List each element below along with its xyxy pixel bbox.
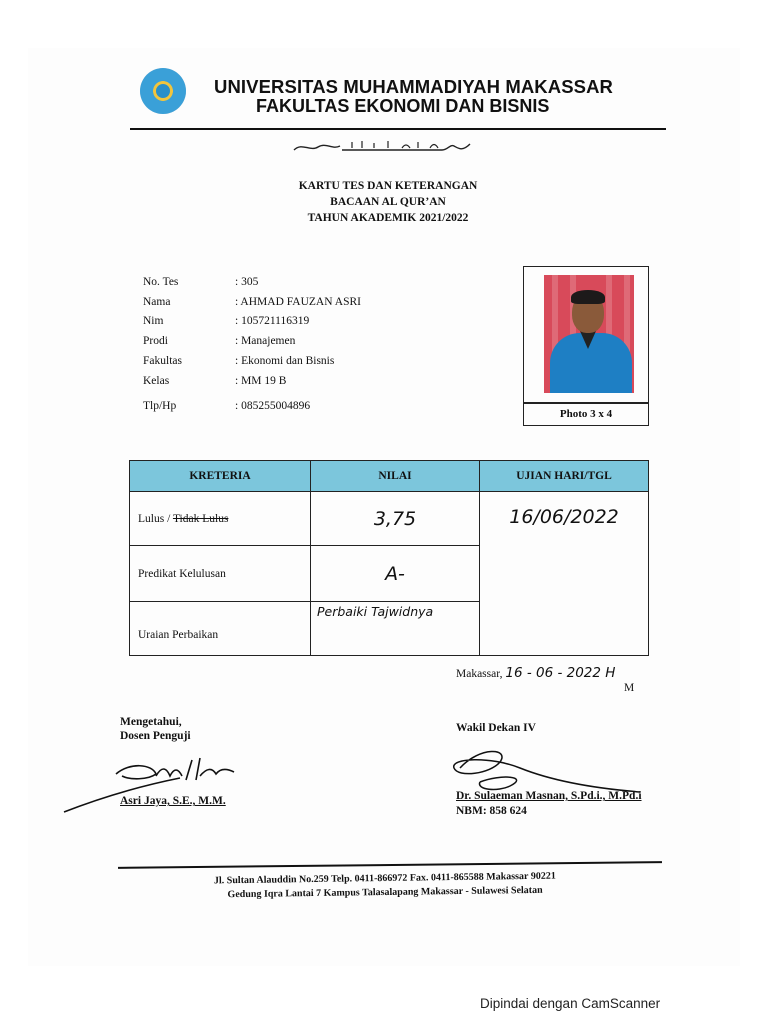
footer-address (190, 869, 580, 902)
info-row-phone (143, 396, 361, 416)
student-photo (544, 275, 634, 393)
fail-label-struck: Tidak Lulus (172, 512, 229, 525)
dean-name: Dr. Sulaeman Masnan, S.Pd.i., M.Pd.i (456, 790, 642, 802)
info-row-test-number (143, 272, 361, 292)
scanner-watermark: Dipindai dengan CamScanner (480, 996, 661, 1011)
dean-title: Wakil Dekan IV (456, 722, 536, 734)
exam-date-value: 16/06/2022 (480, 492, 649, 656)
university-name: UNIVERSITAS MUHAMMADIYAH MAKASSAR (214, 76, 614, 97)
info-value: : MM 19 B (235, 374, 287, 387)
examiner-name: Asri Jaya, S.E., M.M. (120, 795, 226, 807)
column-header-score: NILAI (311, 461, 480, 492)
photo-frame (523, 266, 649, 426)
faculty-name: FAKULTAS EKONOMI DAN BISNIS (256, 96, 550, 116)
info-row-nim (143, 312, 361, 332)
column-header-exam-date: UJIAN HARI/TGL (480, 461, 649, 492)
column-header-criteria: KRETERIA (130, 461, 311, 492)
title-line-2: BACAAN AL QUR’AN (330, 196, 446, 208)
info-label: No. Tes (143, 275, 179, 288)
photo-divider (524, 402, 648, 404)
predicate-value: A- (311, 546, 480, 602)
info-row-class (143, 371, 361, 391)
footer-line-2: Gedung Iqra Lantai 7 Kampus Talasalapang Makassar - Sulawesi Selatan (227, 884, 543, 901)
criteria-pass-status (130, 492, 311, 546)
masehi-marker: M (624, 682, 635, 694)
acknowledgement-label: Mengetahui, (120, 716, 182, 728)
grade-table (129, 460, 649, 656)
remarks-value: Perbaiki Tajwidnya (311, 602, 480, 656)
university-logo (140, 68, 186, 114)
place-date (456, 665, 615, 681)
header-divider (130, 128, 666, 130)
photo-caption: Photo 3 x 4 (559, 408, 613, 420)
info-value: : 105721116319 (235, 315, 310, 328)
table-row (130, 492, 649, 546)
info-value: : 085255004896 (235, 399, 311, 412)
title-line-1: KARTU TES DAN KETERANGAN (298, 180, 478, 192)
title-line-3: TAHUN AKADEMIK 2021/2022 (307, 212, 469, 224)
info-value: : 305 (235, 275, 259, 288)
criteria-predicate: Predikat Kelulusan (130, 546, 311, 602)
criteria-remarks: Uraian Perbaikan (130, 602, 311, 656)
info-row-faculty (143, 351, 361, 371)
info-label: Tlp/Hp (143, 399, 177, 412)
pass-label: Lulus / (138, 512, 173, 525)
place-label: Makassar, (456, 668, 503, 680)
info-label: Fakultas (143, 355, 182, 368)
dean-nbm: NBM: 858 624 (456, 805, 527, 817)
acknowledgement-block (120, 715, 191, 743)
info-value: : Ekonomi dan Bisnis (235, 355, 335, 368)
document-title (260, 178, 516, 226)
info-row-name (143, 292, 361, 312)
info-value: : Manajemen (235, 335, 296, 348)
info-value: : AHMAD FAUZAN ASRI (235, 295, 361, 308)
dean-block (456, 789, 642, 819)
info-label: Prodi (143, 335, 168, 348)
signing-date: 16 - 06 - 2022 H (505, 665, 616, 681)
footer-line-1: Jl. Sultan Alauddin No.259 Telp. 0411-866972 Fax. 0411-865588 Makassar 90221 (213, 870, 556, 887)
info-label: Kelas (143, 374, 170, 387)
score-value: 3,75 (311, 492, 480, 546)
info-row-program (143, 331, 361, 351)
info-label: Nim (143, 315, 164, 328)
basmala-calligraphy (292, 138, 472, 156)
examiner-role: Dosen Penguji (120, 730, 191, 742)
table-header-row (130, 461, 649, 492)
student-info (143, 272, 361, 416)
info-label: Nama (143, 295, 171, 308)
